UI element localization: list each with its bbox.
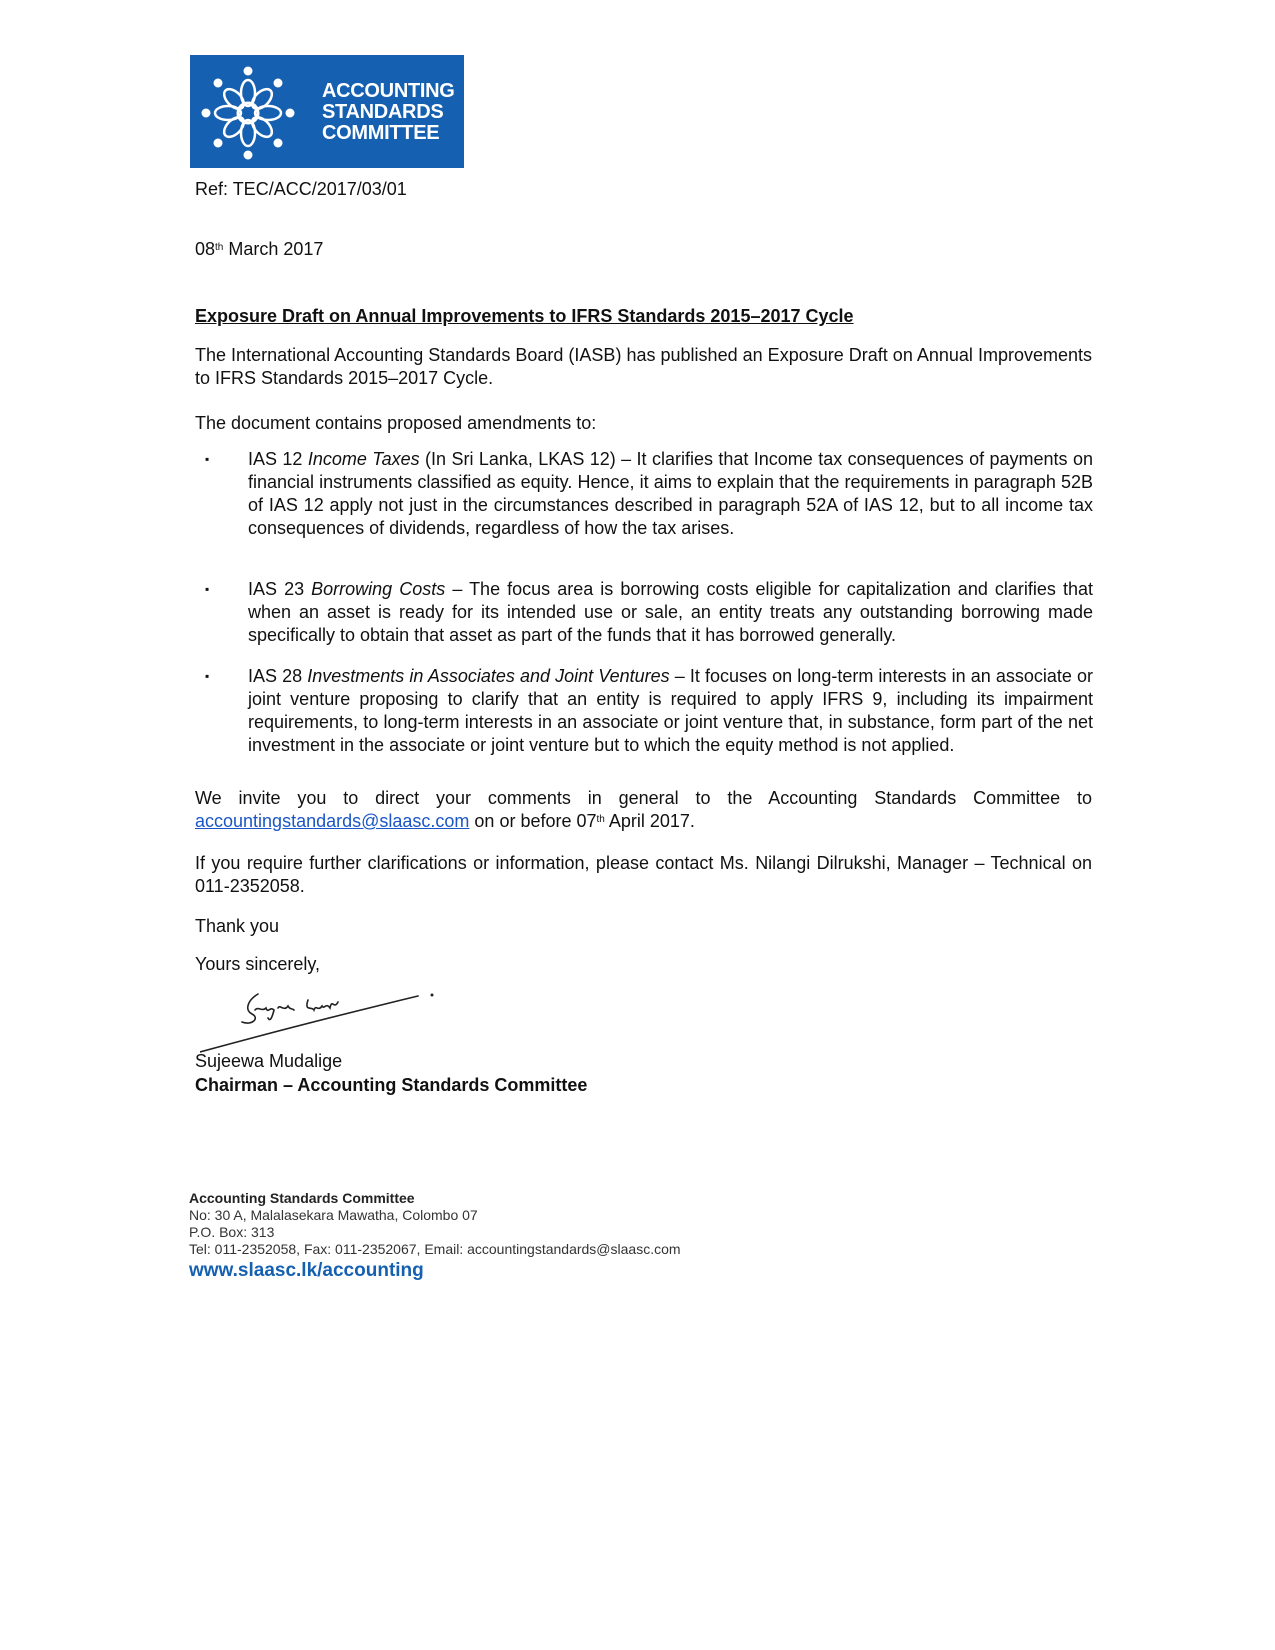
footer bbox=[189, 1190, 681, 1279]
standard-name: Investments in Associates and Joint Ventures bbox=[307, 666, 670, 686]
logo-line-2: STANDARDS bbox=[322, 101, 444, 123]
footer-org: Accounting Standards Committee bbox=[189, 1190, 415, 1206]
lotus-emblem-icon bbox=[198, 63, 298, 163]
letter-title: Exposure Draft on Annual Improvements to IFRS Standards 2015–2017 Cycle bbox=[195, 306, 854, 326]
footer-address: No: 30 A, Malalasekara Mawatha, Colombo 07 bbox=[189, 1207, 478, 1223]
logo-line-1: ACCOUNTING bbox=[322, 80, 455, 102]
date-rest: March 2017 bbox=[223, 239, 324, 259]
footer-website-link[interactable]: www.slaasc.lk/accounting bbox=[189, 1260, 424, 1281]
contains-paragraph: The document contains proposed amendments to: bbox=[195, 413, 597, 433]
bullet-icon: ▪ bbox=[205, 669, 210, 683]
clarification-paragraph: If you require further clarifications or information, please contact Ms. Nilangi Dilrukshi, Manager – Technical on 011-2352058. bbox=[195, 853, 1092, 896]
list-item: IAS 12 Income Taxes (In Sri Lanka, LKAS 12) – It clarifies that Income tax consequences of payments on financial instruments classified as equity. Hence, it aims to explain that the requirements in paragraph 52B of IAS 12 apply not just in the circumstances described in paragraph 52A of IAS 12, but to all income tax consequences of dividends, regardless of how the tax arises. bbox=[248, 449, 1093, 538]
thank-you: Thank you bbox=[195, 916, 280, 936]
footer-pobox: P.O. Box: 313 bbox=[189, 1224, 275, 1240]
signatory-name: Sujeewa Mudalige bbox=[195, 1051, 343, 1071]
standard-name: Borrowing Costs bbox=[311, 579, 446, 599]
date-suffix: th bbox=[215, 242, 224, 253]
bullet-icon: ▪ bbox=[205, 582, 210, 596]
reference-number: Ref: TEC/ACC/2017/03/01 bbox=[195, 179, 407, 199]
committee-logo bbox=[190, 55, 464, 168]
footer-contact: Tel: 011-2352058, Fax: 011-2352067, Email: accountingstandards@slaasc.com bbox=[189, 1241, 681, 1257]
date-day: 08 bbox=[195, 239, 216, 259]
intro-paragraph: The International Accounting Standards Board (IASB) has published an Exposure Draft on Annual Improvements to IFRS Standards 2015–2017 Cycle. bbox=[195, 345, 1092, 388]
logo-line-3: COMMITTEE bbox=[322, 122, 440, 144]
standard-name: Income Taxes bbox=[307, 449, 420, 469]
closing: Yours sincerely, bbox=[195, 954, 321, 974]
letter-date bbox=[195, 238, 323, 261]
logo-wordmark bbox=[322, 81, 455, 144]
invite-paragraph: We invite you to direct your comments in general to the Accounting Standards Committee to accountingstandards@slaasc.com on or before 07th April 2017. bbox=[195, 788, 1092, 831]
signatory-title: Chairman – Accounting Standards Committee bbox=[195, 1075, 588, 1095]
bullet-icon: ▪ bbox=[205, 452, 210, 466]
signature bbox=[200, 988, 440, 1058]
list-item: IAS 28 Investments in Associates and Joint Ventures – It focuses on long-term interests in an associate or joint venture proposing to clarify that an entity is required to apply IFRS 9, including its impairment requirements, to long-term interests in an associate or joint venture that, in substance, form part of the net investment in the associate or joint venture but to which the equity method is not applied. bbox=[248, 666, 1093, 755]
list-item: IAS 23 Borrowing Costs – The focus area is borrowing costs eligible for capitalization and clarifies that when an asset is ready for its intended use or sale, an entity treats any outstanding borrowing made specifically to obtain that asset as part of the funds that it has borrowed generally. bbox=[248, 579, 1093, 645]
email-link[interactable]: accountingstandards@slaasc.com bbox=[195, 811, 470, 831]
